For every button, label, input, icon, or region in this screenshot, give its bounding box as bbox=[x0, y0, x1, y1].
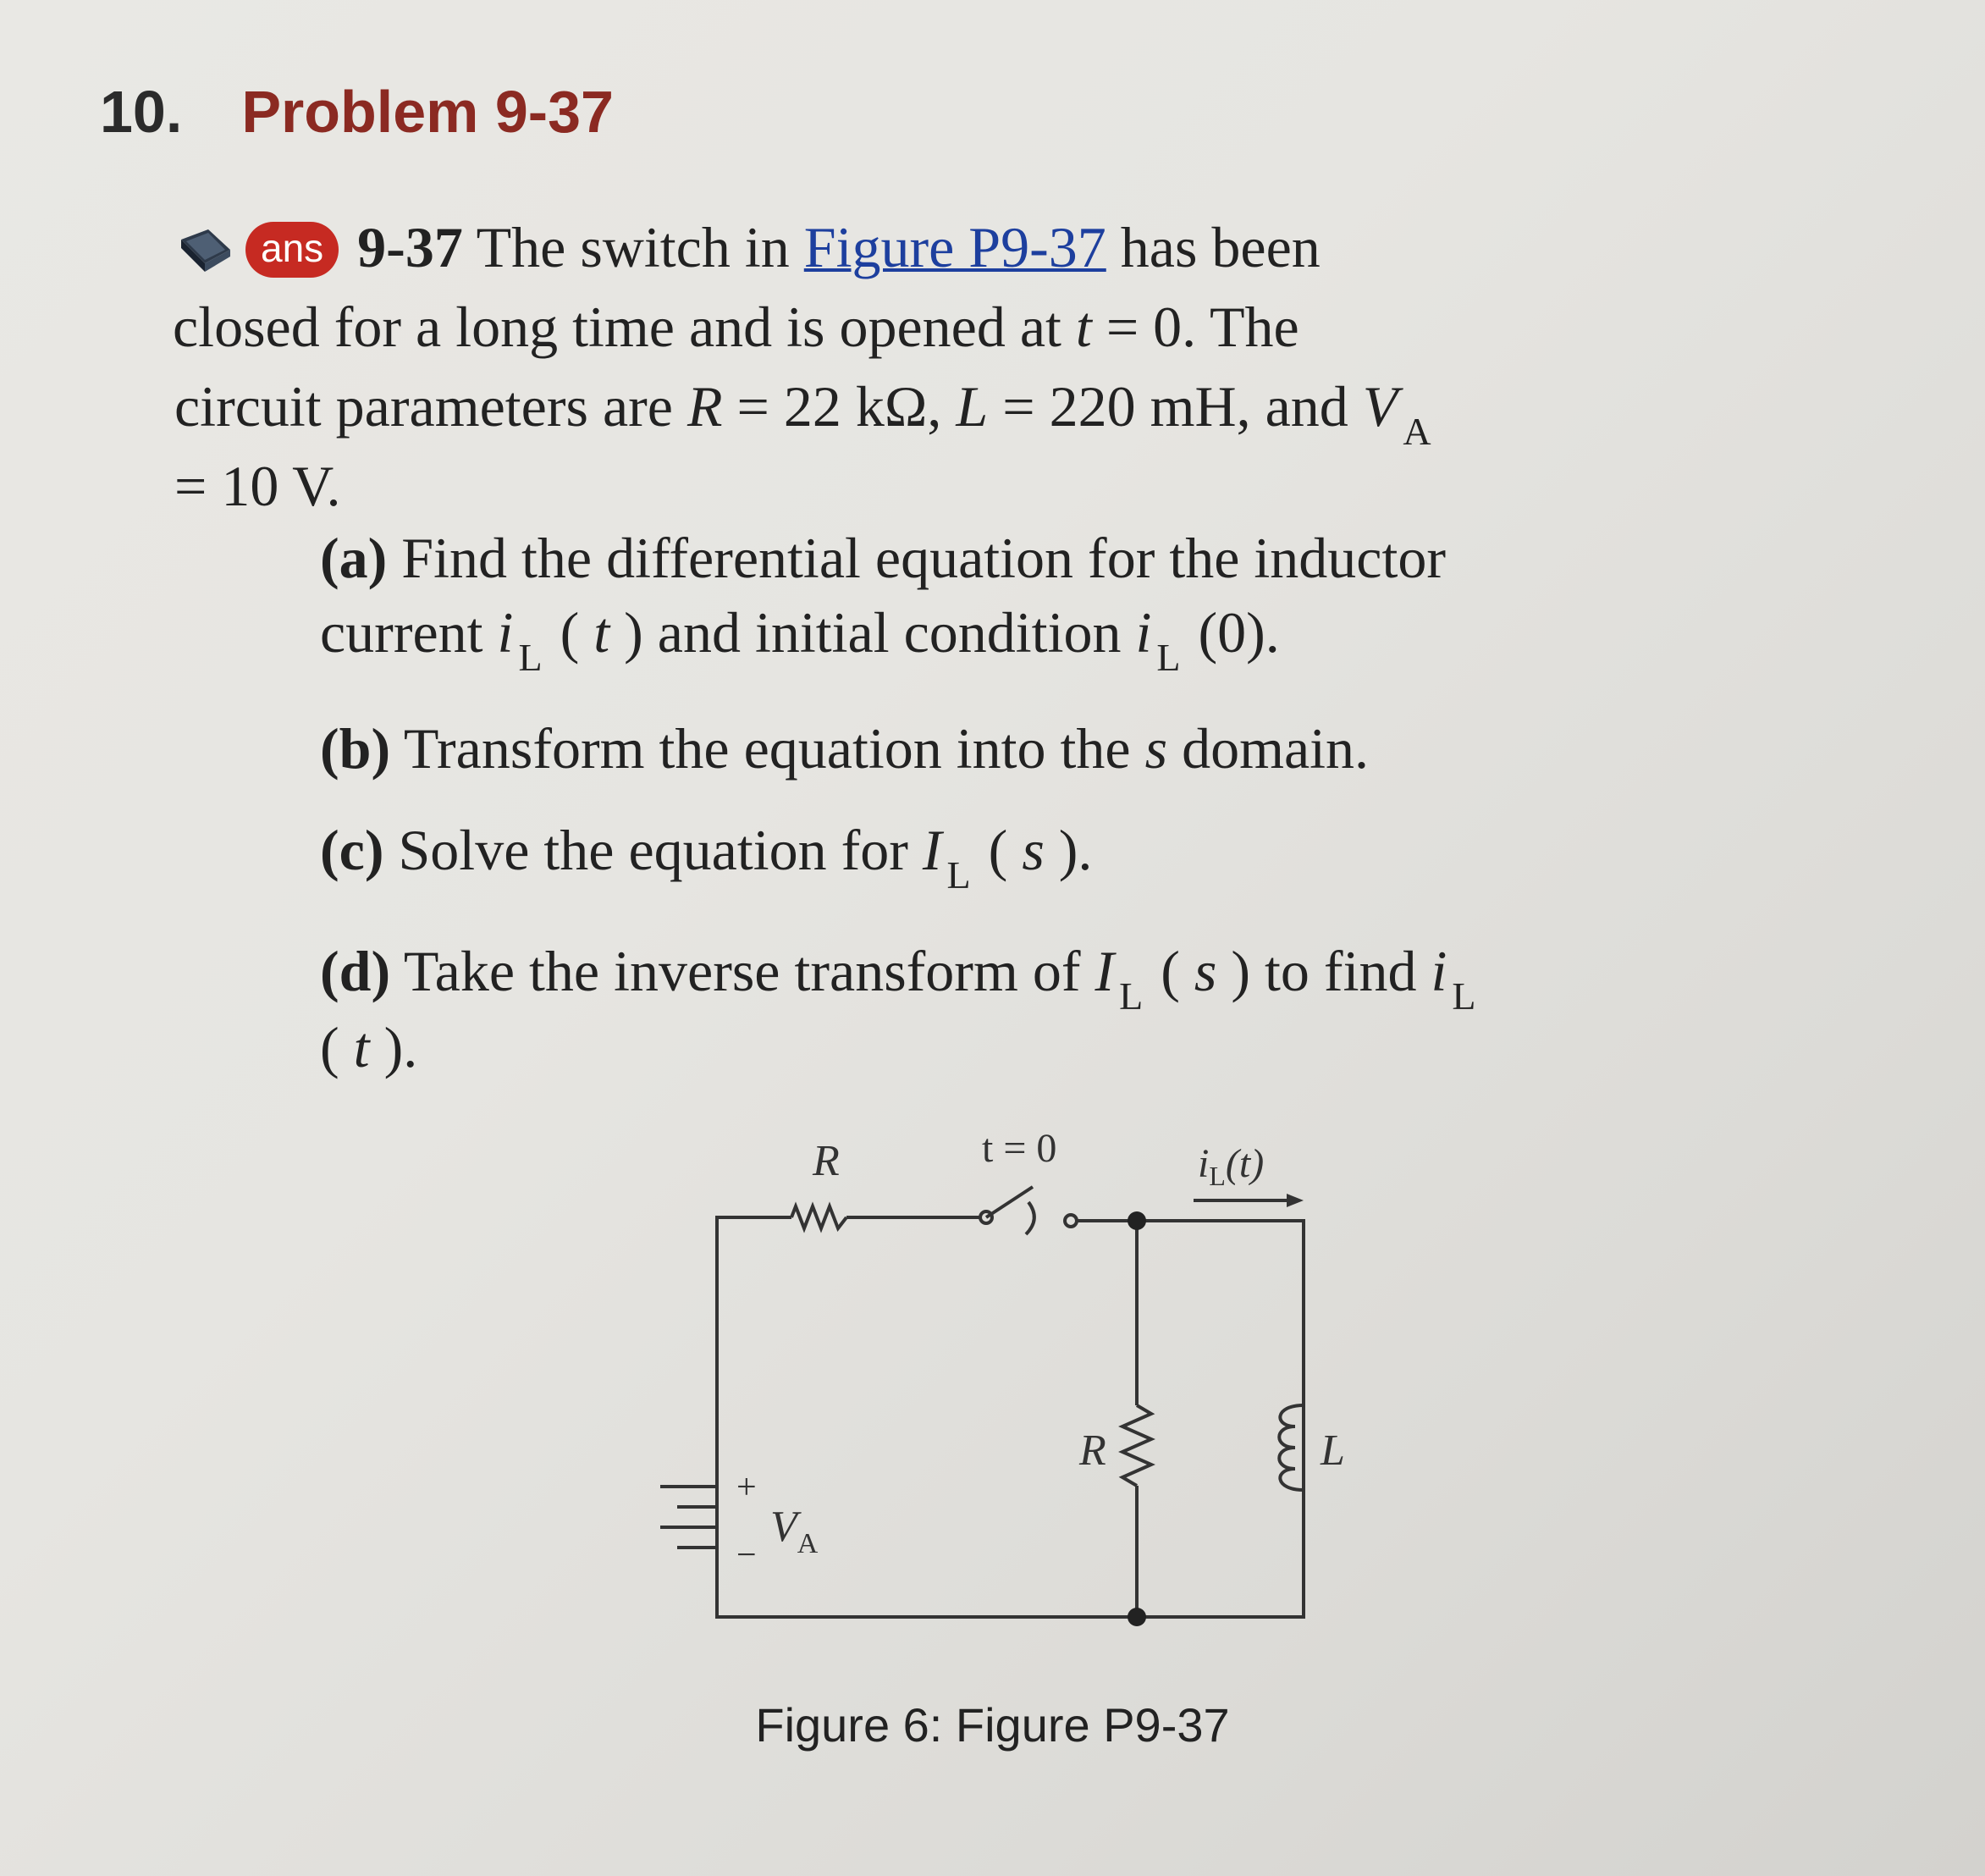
part-a-line-1: (a) Find the differential equation for the inductor bbox=[320, 526, 1447, 590]
statement-line-2: closed for a long time and is opened at t = 0. The bbox=[173, 295, 1299, 359]
switch-arrow bbox=[1026, 1202, 1034, 1234]
statement-line-4: = 10 V. bbox=[174, 454, 341, 518]
switch-terminal-right bbox=[1065, 1215, 1077, 1227]
battery-plates bbox=[660, 1487, 717, 1548]
part-b: (b) Transform the equation into the s domain. bbox=[320, 716, 1370, 781]
current-arrowhead bbox=[1287, 1194, 1304, 1207]
part-d-line-1: (d) Take the inverse transform of I $_L$ ( s ) to find i $_L$ bbox=[320, 939, 1476, 1018]
problem-number: 10. bbox=[100, 79, 183, 145]
problem-id: 9-37 bbox=[357, 215, 463, 279]
statement-line-1: ans 9-37 The switch in Figure P9-37 has been bbox=[174, 207, 1910, 287]
problem-heading bbox=[100, 78, 614, 146]
label-R-top: R bbox=[813, 1137, 840, 1185]
label-plus: + bbox=[736, 1468, 757, 1507]
label-minus: − bbox=[736, 1536, 757, 1575]
resistor-mid bbox=[1122, 1405, 1151, 1486]
figure-caption: Figure 6: Figure P9-37 bbox=[755, 1698, 1230, 1752]
part-d-label: (d) bbox=[320, 939, 391, 1003]
figure-link[interactable]: Figure P9-37 bbox=[803, 215, 1106, 279]
part-a-label: (a) bbox=[320, 526, 388, 590]
label-current: $i_L(t)$ bbox=[1198, 1141, 1265, 1191]
ans-badge[interactable]: ans bbox=[245, 222, 339, 278]
label-switch-time: t = 0 bbox=[982, 1126, 1057, 1171]
part-a-line-2: current i $_L$ ( t ) and initial condition i $_L$ (0). bbox=[320, 600, 1280, 679]
label-R-mid: R bbox=[1079, 1426, 1106, 1475]
statement-line-3: circuit parameters are R = 22 kΩ, L = 220 mH, and V $_A$ bbox=[174, 374, 1431, 453]
node-bottom bbox=[1128, 1608, 1146, 1626]
resistor-top bbox=[791, 1206, 846, 1228]
part-c: (c) Solve the equation for I $_L$ ( s ). bbox=[320, 818, 1093, 897]
node-top bbox=[1128, 1211, 1146, 1230]
label-VA: $V_A$ bbox=[770, 1503, 819, 1559]
problem-title: Problem 9-37 bbox=[241, 79, 614, 145]
problem-statement bbox=[174, 207, 1910, 526]
part-c-label: (c) bbox=[320, 818, 384, 882]
circuit-diagram bbox=[643, 1126, 1371, 1668]
label-L: L bbox=[1321, 1426, 1345, 1475]
part-d-line-2: ( t ). bbox=[320, 1015, 418, 1079]
part-b-label: (b) bbox=[320, 716, 391, 781]
inductor-coil bbox=[1279, 1405, 1304, 1490]
ebook-icon[interactable] bbox=[174, 224, 234, 275]
switch-blade bbox=[986, 1187, 1033, 1217]
